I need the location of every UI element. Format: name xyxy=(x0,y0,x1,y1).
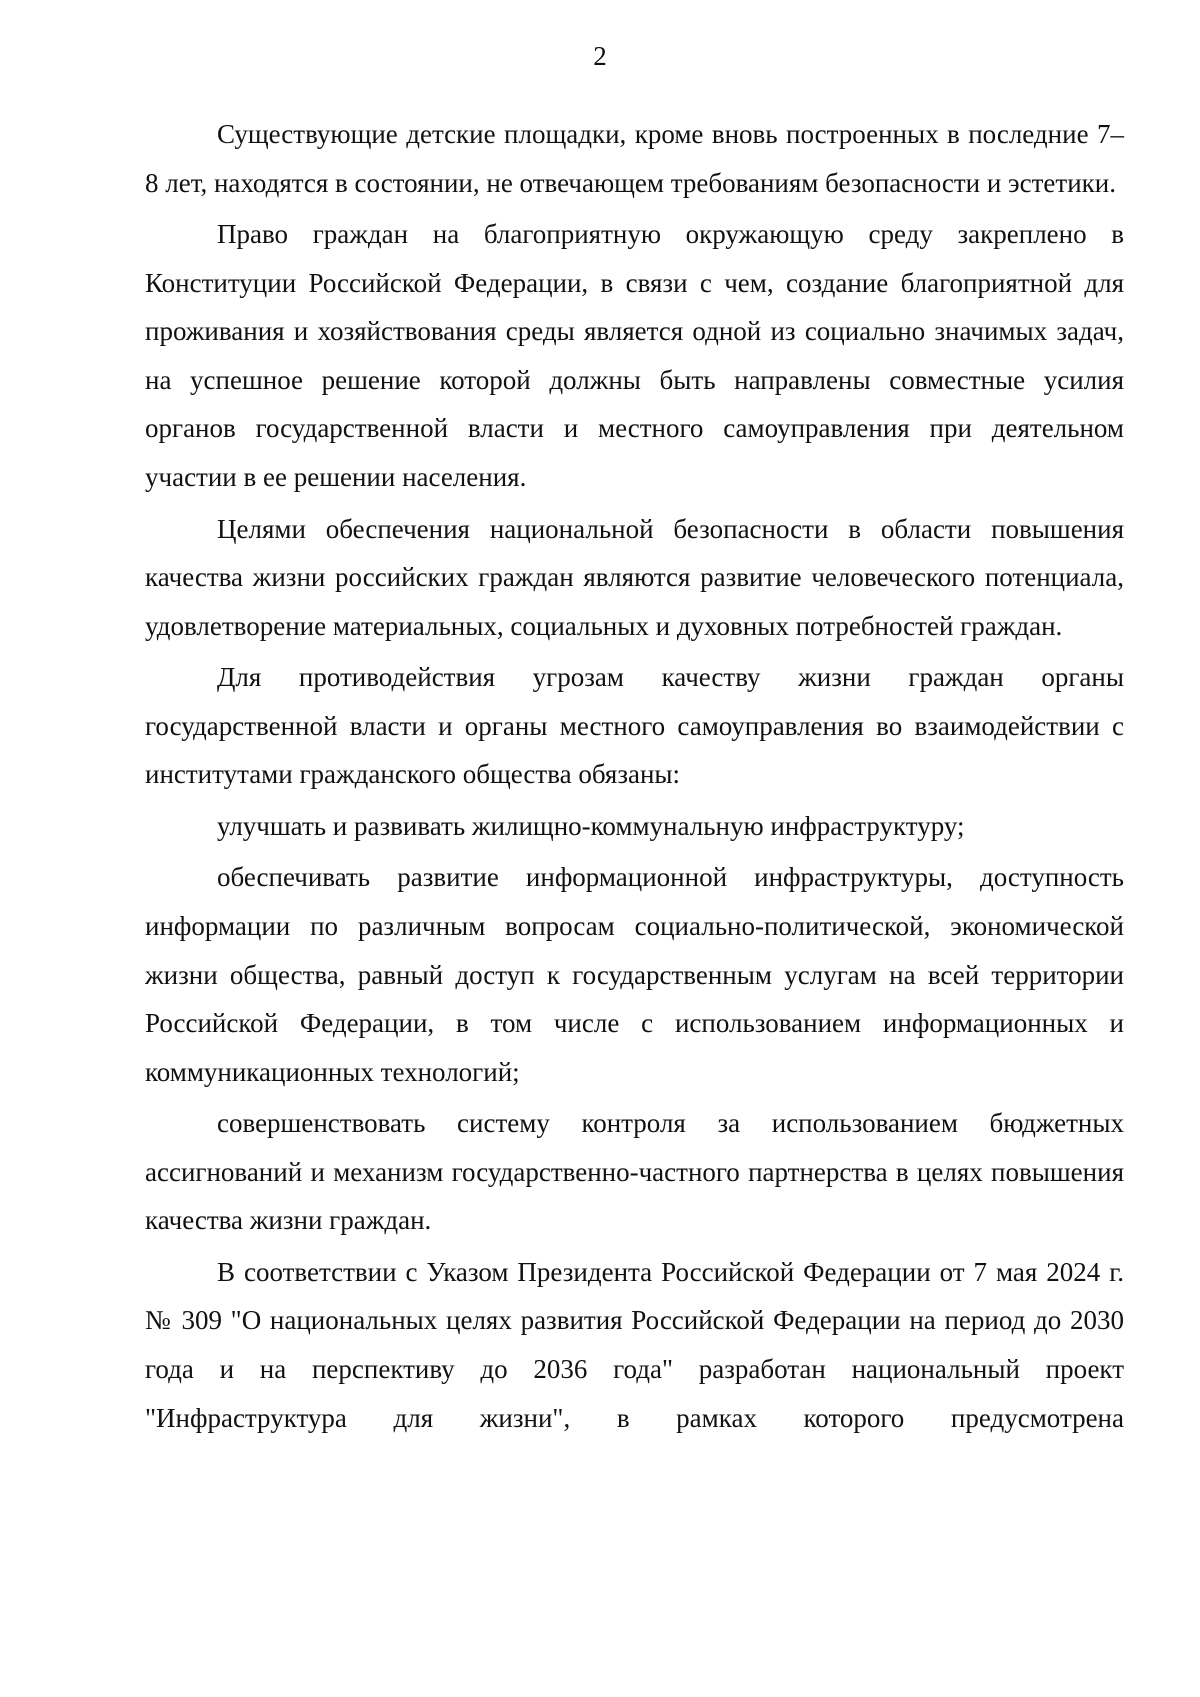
document-body xyxy=(145,110,1124,1445)
paragraph-national-security-goals: Целями обеспечения национальной безопасности в области повышения качества жизни российских граждан являются развитие человеческого потенциала, удовлетворение материальных, социальных и духовных потребностей граждан. xyxy=(145,513,1124,641)
paragraph-playgrounds: Существующие детские площадки, кроме вновь построенных в последние 7–8 лет, находятся в состоянии, не отвечающем требованиям безопасности и эстетики. xyxy=(145,119,1124,198)
paragraph-housing-infrastructure: улучшать и развивать жилищно-коммунальную инфраструктуру; xyxy=(217,810,965,841)
paragraph-national-project: В соответствии с Указом Президента Российской Федерации от 7 мая 2024 г. № 309 "О национальных целях развития Российской Федерации на период до 2030 года и на перспективу до 2036 года" разработан национальный проект "Инфраструктура для жизни", в рамках которого предусмотрена xyxy=(145,1256,1124,1433)
paragraph-right-to-environment: Право граждан на благоприятную окружающую среду закреплено в Конституции Российской Федерации, в связи с чем, создание благоприятной для проживания и хозяйствования среды является одной из социально значимых задач, на успешное решение которой должны быть направлены совместные усилия органов государственной власти и местного самоуправления при деятельном участии в ее решении населения. xyxy=(145,219,1124,493)
paragraph-budget-control: совершенствовать систему контроля за использованием бюджетных ассигнований и механизм государственно-частного партнерства в целях повышения качества жизни граждан. xyxy=(145,1108,1124,1236)
paragraph-information-infrastructure: обеспечивать развитие информационной инфраструктуры, доступность информации по различным вопросам социально-политической, экономической жизни общества, равный доступ к государственным услугам на всей территории Российской Федерации, в том числе с использованием информационных и коммуникационных технологий; xyxy=(145,862,1124,1087)
paragraph-counteraction: Для противодействия угрозам качеству жизни граждан органы государственной власти и органы местного самоуправления во взаимодействии с институтами гражданского общества обязаны: xyxy=(145,662,1124,790)
page-number: 2 xyxy=(593,41,607,71)
